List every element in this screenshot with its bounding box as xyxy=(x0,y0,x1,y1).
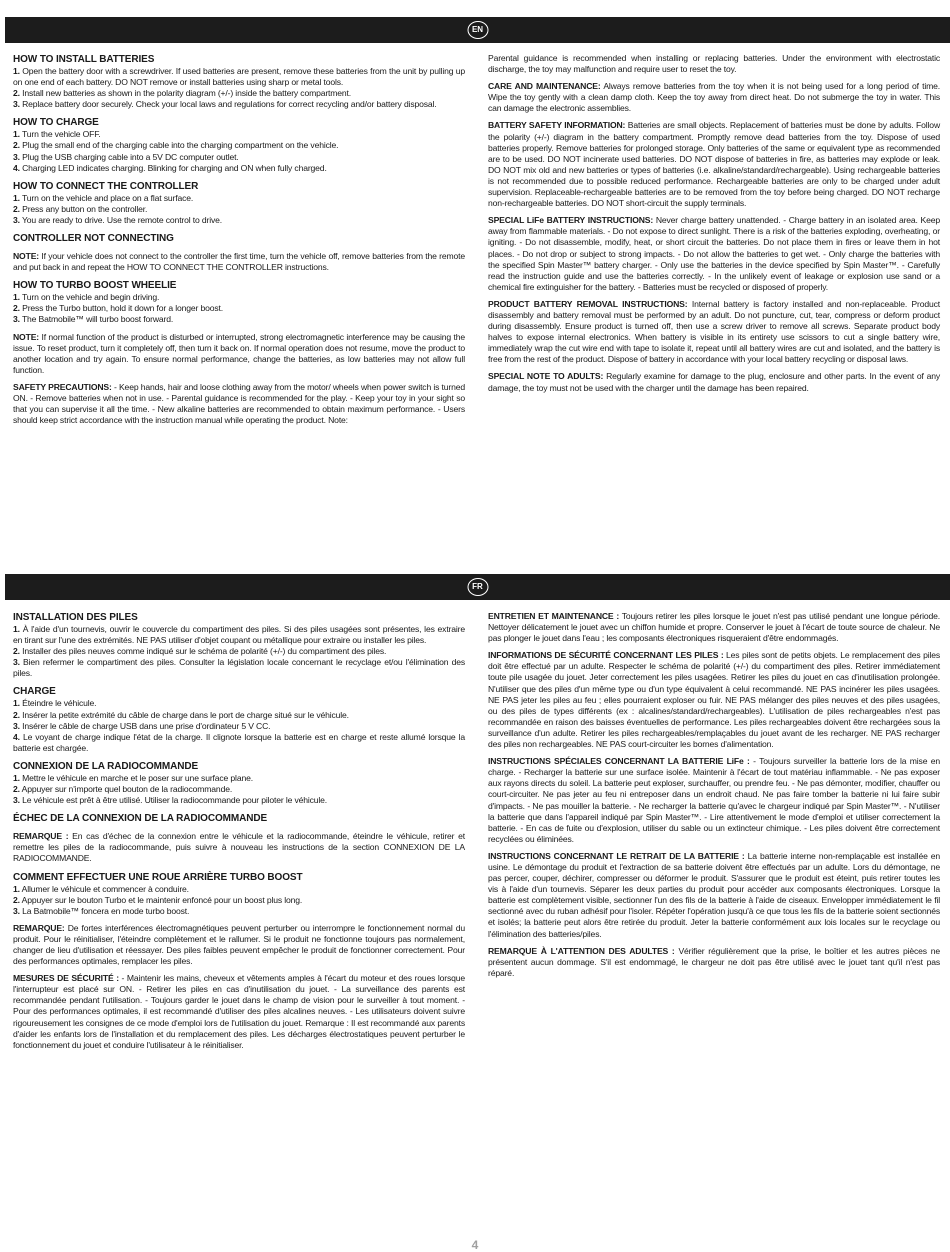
step-number: 3. xyxy=(13,214,20,225)
paragraph-text: En cas d'échec de la connexion entre le véhicule et la radiocommande, éteindre le véhicule, retirer et remettre les piles de la radiocommande, puis suivre à nouveau les instructions de la section CONNEXION DE LA RADIOCOMMANDE. xyxy=(13,831,465,864)
section-heading: CHARGE xyxy=(13,686,56,698)
step-number: 2. xyxy=(13,88,20,99)
step-text: Turn the vehicle OFF. xyxy=(19,129,101,140)
step-text: Charging LED indicates charging. Blinking for charging and ON when fully charged. xyxy=(19,162,327,173)
numbered-step xyxy=(13,99,465,110)
step-text: Appuyer sur le bouton Turbo et le maintenir enfoncé pour un boost plus long. xyxy=(19,894,303,905)
instruction-section xyxy=(13,812,465,825)
paragraph-block xyxy=(488,81,940,114)
step-text: Press the Turbo button, hold it down for a longer boost. xyxy=(19,303,223,314)
paragraph xyxy=(13,382,465,426)
paragraph-lead: CARE AND MAINTENANCE: xyxy=(488,81,601,92)
step-text: Le voyant de charge indique l'état de la charge. Il clignote lorsque la batterie est en charge et reste allumé lorsque la batterie est chargée. xyxy=(13,731,465,753)
en-language-badge: EN xyxy=(467,21,488,39)
numbered-step xyxy=(13,795,465,806)
paragraph-lead: ENTRETIEN ET MAINTENANCE : xyxy=(488,611,620,621)
numbered-step xyxy=(13,140,465,151)
step-text: Mettre le véhicule en marche et le poser sur une surface plane. xyxy=(19,772,253,783)
step-text: Replace battery door securely. Check your local laws and regulations for correct recycling and/or battery disposal. xyxy=(19,99,437,110)
fr-left-column xyxy=(13,611,465,1057)
step-text: Turn on the vehicle and begin driving. xyxy=(19,292,160,303)
numbered-step xyxy=(13,721,465,732)
step-number: 2. xyxy=(13,894,20,905)
numbered-step xyxy=(13,906,465,917)
paragraph-lead: NOTE: xyxy=(13,331,39,342)
paragraph-block xyxy=(13,382,465,426)
step-number: 1. xyxy=(13,883,20,894)
en-left-column xyxy=(13,53,465,432)
step-text: La Batmobile™ foncera en mode turbo boost. xyxy=(19,905,190,916)
paragraph-block xyxy=(488,650,940,750)
paragraph-text: Les piles sont de petits objets. Le remplacement des piles doit être effectué par un adulte. Respecter le schéma de polarité (+/-) du compartiment des piles. Retirer immédiatement toute pile usagée du jouet. Jeter correctement les piles usagées. Retirer les piles du jouet en cas d'inutilisation prolongée. N'utiliser que des piles d'un même type ou d'un type équivalent à celui recommandé. NE PAS incinérer les piles usagées. NE PAS jeter les piles au feu ; elles pourraient exploser ou fuir. NE PAS mélanger des piles neuves et des piles usagées, ou des piles de types différents (ex : alcalines/standard/rechargeables). L'utilisation de piles rechargeables n'est pas recommandée en raison des baisses éventuelles de performance. Les piles rechargeables doivent être rechargées sous la surveillance d'un adulte. Retirer les piles rechargeables/remplaçables du jouet avant de les recharger. NE PAS recharger des piles non rechargeables. NE PAS court-circuiter les bornes d'alimentation. xyxy=(488,650,940,750)
step-number: 3. xyxy=(13,151,20,162)
paragraph-block xyxy=(13,332,465,376)
step-number: 3. xyxy=(13,795,20,806)
paragraph-text: Never charge battery unattended. - Charge battery in an isolated area. Keep away from flammable materials. - Do not expose to direct sunlight. There is a risk of the batteries exploding, overheating, or igniting. - Do not disassemble, modify, heat, or short circuit the batteries. Do not place them in fires or leave them in hot places. - Do not drop or subject to strong impacts. - Do not allow the batteries to get wet. - Only charge the batteries with the specified Spin Master™ battery charger. - Only use the batteries in the device specified by Spin Master™. - Carefully read the instruction guide and use the batteries correctly. - In the unlikely event of leakage or explosion use sand or a chemical fire extinguisher for the battery. - Batteries must be recycled or disposed of properly. xyxy=(488,215,940,292)
step-number: 2. xyxy=(13,140,20,151)
section-heading: HOW TO CONNECT THE CONTROLLER xyxy=(13,180,199,192)
step-text: Open the battery door with a screwdriver. If used batteries are present, remove these batteries from the unit by pulling up on one end of each battery. DO NOT remove or install batteries using sharp or metal tools. xyxy=(13,66,465,88)
instruction-section xyxy=(13,685,465,753)
paragraph xyxy=(488,120,940,209)
paragraph-block xyxy=(488,611,940,644)
paragraph-text: Toujours retirer les piles lorsque le jouet n'est pas utilisé pendant une longue période. Nettoyer délicatement le jouet avec un chiffon humide et propre. Conserver le jouet à l'écart de toute source de chaleur. Ne pas plonger le jouet dans l'eau ; les composants électroniques risqueraient d'être endommagés. xyxy=(488,611,940,644)
section-heading: INSTALLATION DES PILES xyxy=(13,612,138,623)
paragraph-lead: BATTERY SAFETY INFORMATION: xyxy=(488,120,626,131)
paragraph-block xyxy=(488,851,940,940)
section-heading: HOW TO TURBO BOOST WHEELIE xyxy=(13,280,177,292)
fr-language-badge: FR xyxy=(467,578,488,596)
step-text: Turn on the vehicle and place on a flat surface. xyxy=(19,192,194,203)
step-number: 2. xyxy=(13,203,20,214)
numbered-step xyxy=(13,624,465,646)
paragraph xyxy=(488,299,940,366)
page-number: 4 xyxy=(471,1238,479,1252)
paragraph-lead: SPECIAL LiFe BATTERY INSTRUCTIONS: xyxy=(488,215,654,226)
step-number: 1. xyxy=(13,192,20,203)
numbered-step xyxy=(13,129,465,140)
step-number: 2. xyxy=(13,709,20,720)
paragraph-block xyxy=(488,299,940,366)
step-text: Plug the USB charging cable into a 5V DC computer outlet. xyxy=(19,151,239,162)
instruction-section xyxy=(13,760,465,806)
step-text: Insérer la petite extrémité du câble de charge dans le port de charge situé sur le véhicule. xyxy=(19,709,349,720)
numbered-step xyxy=(13,895,465,906)
paragraph-lead: INSTRUCTIONS CONCERNANT LE RETRAIT DE LA BATTERIE : xyxy=(488,850,745,861)
paragraph xyxy=(488,215,940,293)
paragraph xyxy=(13,973,465,1051)
step-number: 1. xyxy=(13,772,20,783)
instruction-section xyxy=(13,871,465,917)
paragraph-lead: MESURES DE SÉCURITÉ : xyxy=(13,973,119,984)
paragraph-text: - Maintenir les mains, cheveux et vêtements amples à l'écart du moteur et des roues lorsque l'interrupteur est placé sur ON. - Retirer les piles en cas d'inutilisation du jouet. - La surveillance des parents est recommandée pendant l'utilisation. - Toujours garder le jouet dans le champ de vision pour le surveiller à tout moment. - Pour des performances optimales, il est recommandé d'utiliser des piles alcalines neuves. - Les utilisateurs doivent suivre rigoureusement les consignes de ce mode d'emploi lors de l'utilisation du jouet. Remarque : Il est recommandé aux parents d'aider les enfants lors de l'installation et du remplacement des piles. Les décharges électrostatiques peuvent perturber le fonctionnement du jouet et conduire l'utilisateur à le réinitialiser. xyxy=(13,973,466,1050)
paragraph-block xyxy=(488,53,940,75)
step-number: 3. xyxy=(13,657,20,668)
step-number: 2. xyxy=(13,303,20,314)
paragraph xyxy=(488,650,940,750)
step-number: 1. xyxy=(13,624,20,634)
step-text: Bien refermer le compartiment des piles. Consulter la législation locale concernant le recyclage et/ou l'élimination des piles. xyxy=(13,657,465,679)
paragraph xyxy=(488,946,940,979)
fr-header-band xyxy=(5,574,950,600)
paragraph-lead: INSTRUCTIONS SPÉCIALES CONCERNANT LA BATTERIE LiFe : xyxy=(488,756,750,767)
step-number: 1. xyxy=(13,292,20,303)
paragraph-lead: PRODUCT BATTERY REMOVAL INSTRUCTIONS: xyxy=(488,298,688,309)
numbered-step xyxy=(13,163,465,174)
step-text: Press any button on the controller. xyxy=(19,203,148,214)
paragraph xyxy=(488,851,940,940)
step-number: 1. xyxy=(13,66,20,76)
paragraph-block xyxy=(13,973,465,1051)
paragraph-lead: REMARQUE: xyxy=(13,922,65,933)
step-number: 2. xyxy=(13,784,20,795)
paragraph xyxy=(13,831,465,864)
paragraph-lead: SPECIAL NOTE TO ADULTS: xyxy=(488,371,604,382)
paragraph-block xyxy=(13,923,465,967)
paragraph xyxy=(488,371,940,393)
paragraph-text: - Keep hands, hair and loose clothing away from the motor/ wheels when power switch is turned ON. - Remove batteries when not in use. - Parental guidance is recommended for the play. - Keep your toy in your sight so that you can supervise it all the time. - New alkaline batteries are recommended to obtain maximum performance. - Users should keep strict accordance with the instruction manual while operating the product. Note: xyxy=(13,381,465,426)
step-text: The Batmobile™ will turbo boost forward. xyxy=(19,314,174,325)
numbered-step xyxy=(13,303,465,314)
numbered-step xyxy=(13,698,465,709)
paragraph-block xyxy=(488,946,940,979)
step-number: 1. xyxy=(13,698,20,709)
step-number: 3. xyxy=(13,99,20,110)
paragraph-text: If normal function of the product is disturbed or interrupted, strong electromagnetic interference may be causing the issue. To reset product, turn it completely off, then turn it back on. If normal operation does not resume, move the product to another location and try again. To ensure normal performance, change the batteries, as low batteries may not allow full function. xyxy=(13,331,465,375)
numbered-step xyxy=(13,884,465,895)
en-header-band xyxy=(5,17,950,43)
paragraph-text: Always remove batteries from the toy when it is not being used for a long period of time. Wipe the toy gently with a clean damp cloth. Keep the toy away from direct heat. Do not submerge the toy in water. This can damage the electronic assemblies. xyxy=(488,81,940,114)
paragraph-lead: INFORMATIONS DE SÉCURITÉ CONCERNANT LES PILES : xyxy=(488,650,724,661)
numbered-step xyxy=(13,66,465,88)
paragraph xyxy=(13,332,465,376)
instruction-section xyxy=(13,611,465,679)
instruction-section xyxy=(13,180,465,226)
step-number: 4. xyxy=(13,731,20,742)
numbered-step xyxy=(13,314,465,325)
step-text: Installer des piles neuves comme indiqué sur le schéma de polarité (+/-) du compartiment des piles. xyxy=(19,646,387,657)
step-text: Le véhicule est prêt à être utilisé. Utiliser la radiocommande pour piloter le véhicule. xyxy=(19,795,328,806)
paragraph-lead: NOTE: xyxy=(13,251,39,262)
step-text: Appuyer sur n'importe quel bouton de la radiocommande. xyxy=(19,784,233,795)
numbered-step xyxy=(13,773,465,784)
paragraph-text: Vérifier régulièrement que la prise, le boîtier et les autres pièces ne présentent aucun dommage. S'il est endommagé, le chargeur ne doit pas être utilisé avec le jouet tant qu'il n'est pas réparé. xyxy=(488,945,941,978)
numbered-step xyxy=(13,732,465,754)
instruction-section xyxy=(13,279,465,325)
paragraph-block xyxy=(488,215,940,293)
numbered-step xyxy=(13,204,465,215)
numbered-step xyxy=(13,710,465,721)
step-text: À l'aide d'un tournevis, ouvrir le couvercle du compartiment des piles. Si des piles usagées sont présentes, les extraire en tirant sur l'une des extrémités. NE PAS utiliser d'objet coupant ou métallique pour extraire ou installer les piles. xyxy=(13,624,465,646)
paragraph-text: - Toujours surveiller la batterie lors de la mise en charge. - Recharger la batterie sur une surface isolée. Maintenir à l'écart de tout matériau inflammable. - Ne pas exposer aux rayons directs du soleil. La batterie peut exploser, surchauffer, ou prendre feu. - Ne pas démonter, modifier, chauffer ou court-circuiter. Ne pas jeter au feu ni entreposer dans un endroit chaud. Ne pas faire tomber la batterie ni lui faire subir d'impacts. - Ne pas mouiller la batterie. - Ne recharger la batterie qu'avec le chargeur indiqué par Spin Master™. - N'utiliser la batterie que dans l'appareil indiqué par Spin Master™. - Lire attentivement le mode d'emploi et utiliser correctement la batterie. - En cas de fuite ou d'explosion, utiliser du sable ou un extincteur chimique. - Les piles doivent être correctement recyclées ou éliminées. xyxy=(488,756,940,844)
paragraph xyxy=(13,923,465,967)
paragraph-lead: REMARQUE : xyxy=(13,831,69,842)
instruction-section xyxy=(13,116,465,173)
numbered-step xyxy=(13,193,465,204)
step-number: 4. xyxy=(13,162,20,173)
numbered-step xyxy=(13,152,465,163)
numbered-step xyxy=(13,292,465,303)
section-heading: CONTROLLER NOT CONNECTING xyxy=(13,233,174,245)
en-right-column xyxy=(488,53,940,400)
numbered-step xyxy=(13,646,465,657)
paragraph-lead: SAFETY PRECAUTIONS: xyxy=(13,381,112,392)
numbered-step xyxy=(13,657,465,679)
section-heading: COMMENT EFFECTUER UNE ROUE ARRIÈRE TURBO BOOST xyxy=(13,871,303,883)
section-heading: CONNEXION DE LA RADIOCOMMANDE xyxy=(13,760,199,772)
instruction-section xyxy=(13,53,465,110)
paragraph-block xyxy=(13,251,465,273)
paragraph-text: Internal battery is factory installed and non-replaceable. Product disassembly and battery removal must be performed by an adult. Do not puncture, cut, tear, compress or deform product during disassembly. Ensure product is turned off, then use a screw driver to remove all screws. Separate product body halves to expose internal electronics. When battery is visible in its entirety use scissors to cut a single battery wire, immediately wrap the cut wire end with tape to isolate it, repeat until all battery wires are cut and isolated, and the battery is free from the rest of the product. Dispose of battery in accordance with your local battery recycling or disposal laws. xyxy=(488,298,941,365)
step-number: 3. xyxy=(13,314,20,325)
step-number: 2. xyxy=(13,646,20,657)
paragraph-text: De fortes interférences électromagnétiques peuvent perturber ou interrompre le fonctionnement normal du produit. Pour le réinitialiser, l'éteindre complètement et le rallumer. Si le produit ne fonctionne toujours pas normalement, changer de lieu d'utilisation et réessayer. Des piles faibles peuvent empêcher le produit de fonctionner correctement. Pour des performances optimales, remplacer les piles. xyxy=(13,922,465,967)
paragraph-text: Parental guidance is recommended when installing or replacing batteries. Under the environment with electrostatic discharge, the toy may malfunction and require user to reset the toy. xyxy=(488,53,940,75)
paragraph xyxy=(13,251,465,273)
paragraph-text: Batteries are small objects. Replacement of batteries must be done by adults. Follow the polarity (+/-) diagram in the battery compartment. Promptly remove dead batteries from the toy. Dispose of used batteries properly. Remove batteries for prolonged storage. Only batteries of the same or equivalent type as recommended are to be used. DO NOT incinerate used batteries. DO NOT dispose of batteries in fire, as batteries may explode or leak. DO NOT mix old and new batteries or types of batteries (i.e. alkaline/standard/rechargeable). Using rechargeable batteries is not recommended due to possible reduced performance. Rechargeable batteries are only to be charged under adult supervision. Replaceable-rechargeable batteries are to be removed from the toy before being charged. DO NOT recharge non-rechargeable batteries. DO NOT short-circuit the supply terminals. xyxy=(488,120,940,209)
paragraph xyxy=(488,756,940,845)
paragraph-text: La batterie interne non-remplaçable est installée en usine. Le démontage du produit et l'extraction de sa batterie doivent être effectués par un adulte. Lors du démontage, ne pas percer, couper, déchirer, compresser ou déformer le produit. S'assurer que le produit est éteint, puis retirer toutes les vis à l'aide d'un tournevis. Séparer les deux parties du produit pour accéder aux composants électroniques. Lorsque la batterie est complètement visible, sectionner l'un des fils de la batterie à l'aide de ciseaux. Envelopper immédiatement le fil sectionné avec du ruban adhésif pour l'isoler. Répéter l'opération jusqu'à ce que tous les fils de la batterie soient sectionnés et isolés; la batterie peut alors être retirée du produit. Jeter la batterie conformément aux lois locales sur le recyclage ou l'élimination des batteries/piles. xyxy=(488,850,940,939)
step-text: Allumer le véhicule et commencer à conduire. xyxy=(19,883,189,894)
paragraph-block xyxy=(488,756,940,845)
paragraph xyxy=(488,53,940,75)
section-heading: ÉCHEC DE LA CONNEXION DE LA RADIOCOMMANDE xyxy=(13,813,268,825)
instruction-section xyxy=(13,232,465,245)
paragraph-text: If your vehicle does not connect to the controller the first time, turn the vehicle off, remove batteries from the remote and put back in and repeat the HOW TO CONNECT THE CONTROLLER instructions. xyxy=(13,251,465,273)
fr-right-column xyxy=(488,611,940,985)
step-text: Install new batteries as shown in the polarity diagram (+/-) inside the battery compartment. xyxy=(19,88,352,99)
step-number: 3. xyxy=(13,720,20,731)
step-text: Éteindre le véhicule. xyxy=(19,698,97,709)
numbered-step xyxy=(13,88,465,99)
paragraph-lead: REMARQUE À L'ATTENTION DES ADULTES : xyxy=(488,945,675,956)
step-text: Plug the small end of the charging cable into the charging compartment on the vehicle. xyxy=(19,140,339,151)
step-number: 3. xyxy=(13,905,20,916)
paragraph-block xyxy=(13,831,465,864)
paragraph-block xyxy=(488,371,940,393)
numbered-step xyxy=(13,215,465,226)
step-text: Insérer le câble de charge USB dans une prise d'ordinateur 5 V CC. xyxy=(19,720,271,731)
paragraph xyxy=(488,611,940,644)
section-heading: HOW TO CHARGE xyxy=(13,117,99,129)
step-number: 1. xyxy=(13,129,20,140)
step-text: You are ready to drive. Use the remote control to drive. xyxy=(19,214,222,225)
section-heading: HOW TO INSTALL BATTERIES xyxy=(13,54,155,65)
numbered-step xyxy=(13,784,465,795)
paragraph-text: Regularly examine for damage to the plug, enclosure and other parts. In the event of any damage, the toy must not be used with the charger until the damage has been repaired. xyxy=(488,371,940,393)
paragraph-block xyxy=(488,120,940,209)
paragraph xyxy=(488,81,940,114)
